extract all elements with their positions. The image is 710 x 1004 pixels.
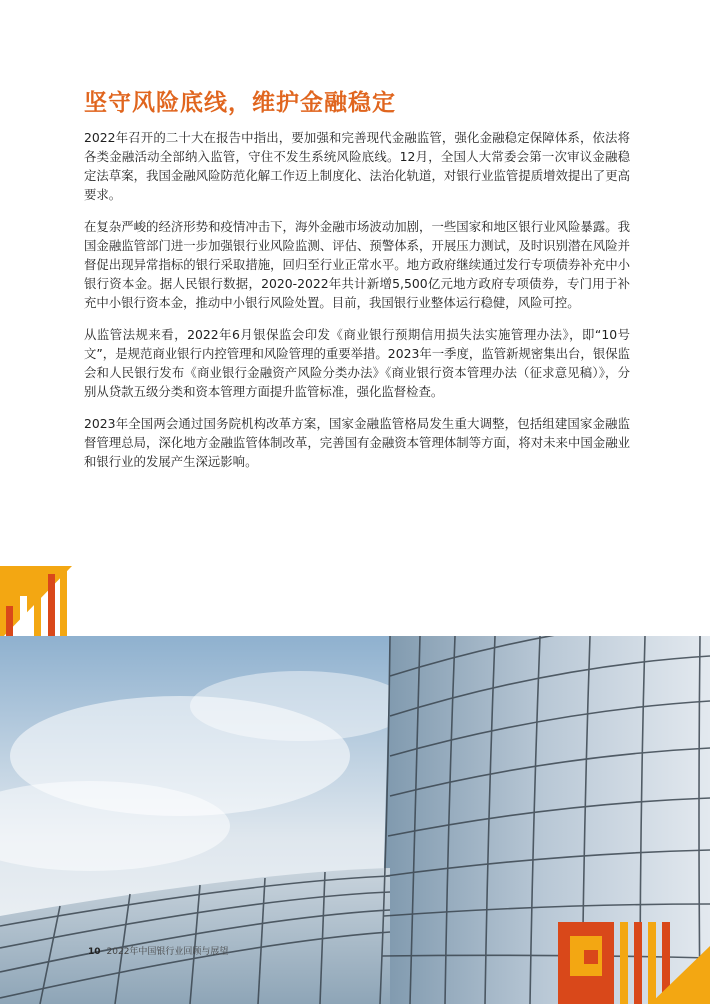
paragraph-2: 在复杂严峻的经济形势和疫情冲击下，海外金融市场波动加剧，一些国家和地区银行业风险暴露。我国金融监管部门进一步加强银行业风险监测、评估、预警体系，开展压力测试，及时识别潜在风险并督促出现异常指标的银行采取措施，回归至行业正常水平。地方政府继续通过发行专项债券补充中小银行资本金。据人民银行数据，2020-2022年共计新增5,500亿元地方政府专项债券，专门用于补充中小银行资本金，推动中小银行风险处置。目前，我国银行业整体运行稳健，风险可控。 [84, 219, 630, 310]
publication-title: 2022年中国银行业回顾与展望 [106, 947, 229, 957]
paragraph-4: 2023年全国两会通过国务院机构改革方案，国家金融监管格局发生重大调整，包括组建国家金融监督管理总局，深化地方金融监管体制改革，完善国有金融资本管理体制等方面，将对未来中国金融业和银行业的发展产生深远影响。 [84, 416, 630, 469]
page-title: 坚守风险底线，维护金融稳定 [84, 90, 396, 116]
page-footer [88, 944, 228, 957]
body-text [84, 128, 630, 484]
paragraph-1: 2022年召开的二十大在报告中指出，要加强和完善现代金融监管，强化金融稳定保障体系，依法将各类金融活动全部纳入监管，守住不发生系统风险底线。12月，全国人大常委会第一次审议金融稳定法草案，我国金融风险防范化解工作迈上制度化、法治化轨道，对银行业监管提质增效提出了更高要求。 [84, 130, 630, 202]
decorative-blocks-corner [550, 922, 710, 1004]
decorative-stripes-left [0, 566, 72, 640]
page-number: 10 [88, 947, 101, 957]
paragraph-3: 从监管法规来看，2022年6月银保监会印发《商业银行预期信用损失法实施管理办法》，即“10号文”，是规范商业银行内控管理和风险管理的重要举措。2023年一季度，监管新规密集出台，银保监会和人民银行发布《商业银行金融资产风险分类办法》《商业银行资本管理办法（征求意见稿）》，分别从贷款五级分类和资本管理方面提升监管标准，强化监督检查。 [84, 327, 630, 399]
